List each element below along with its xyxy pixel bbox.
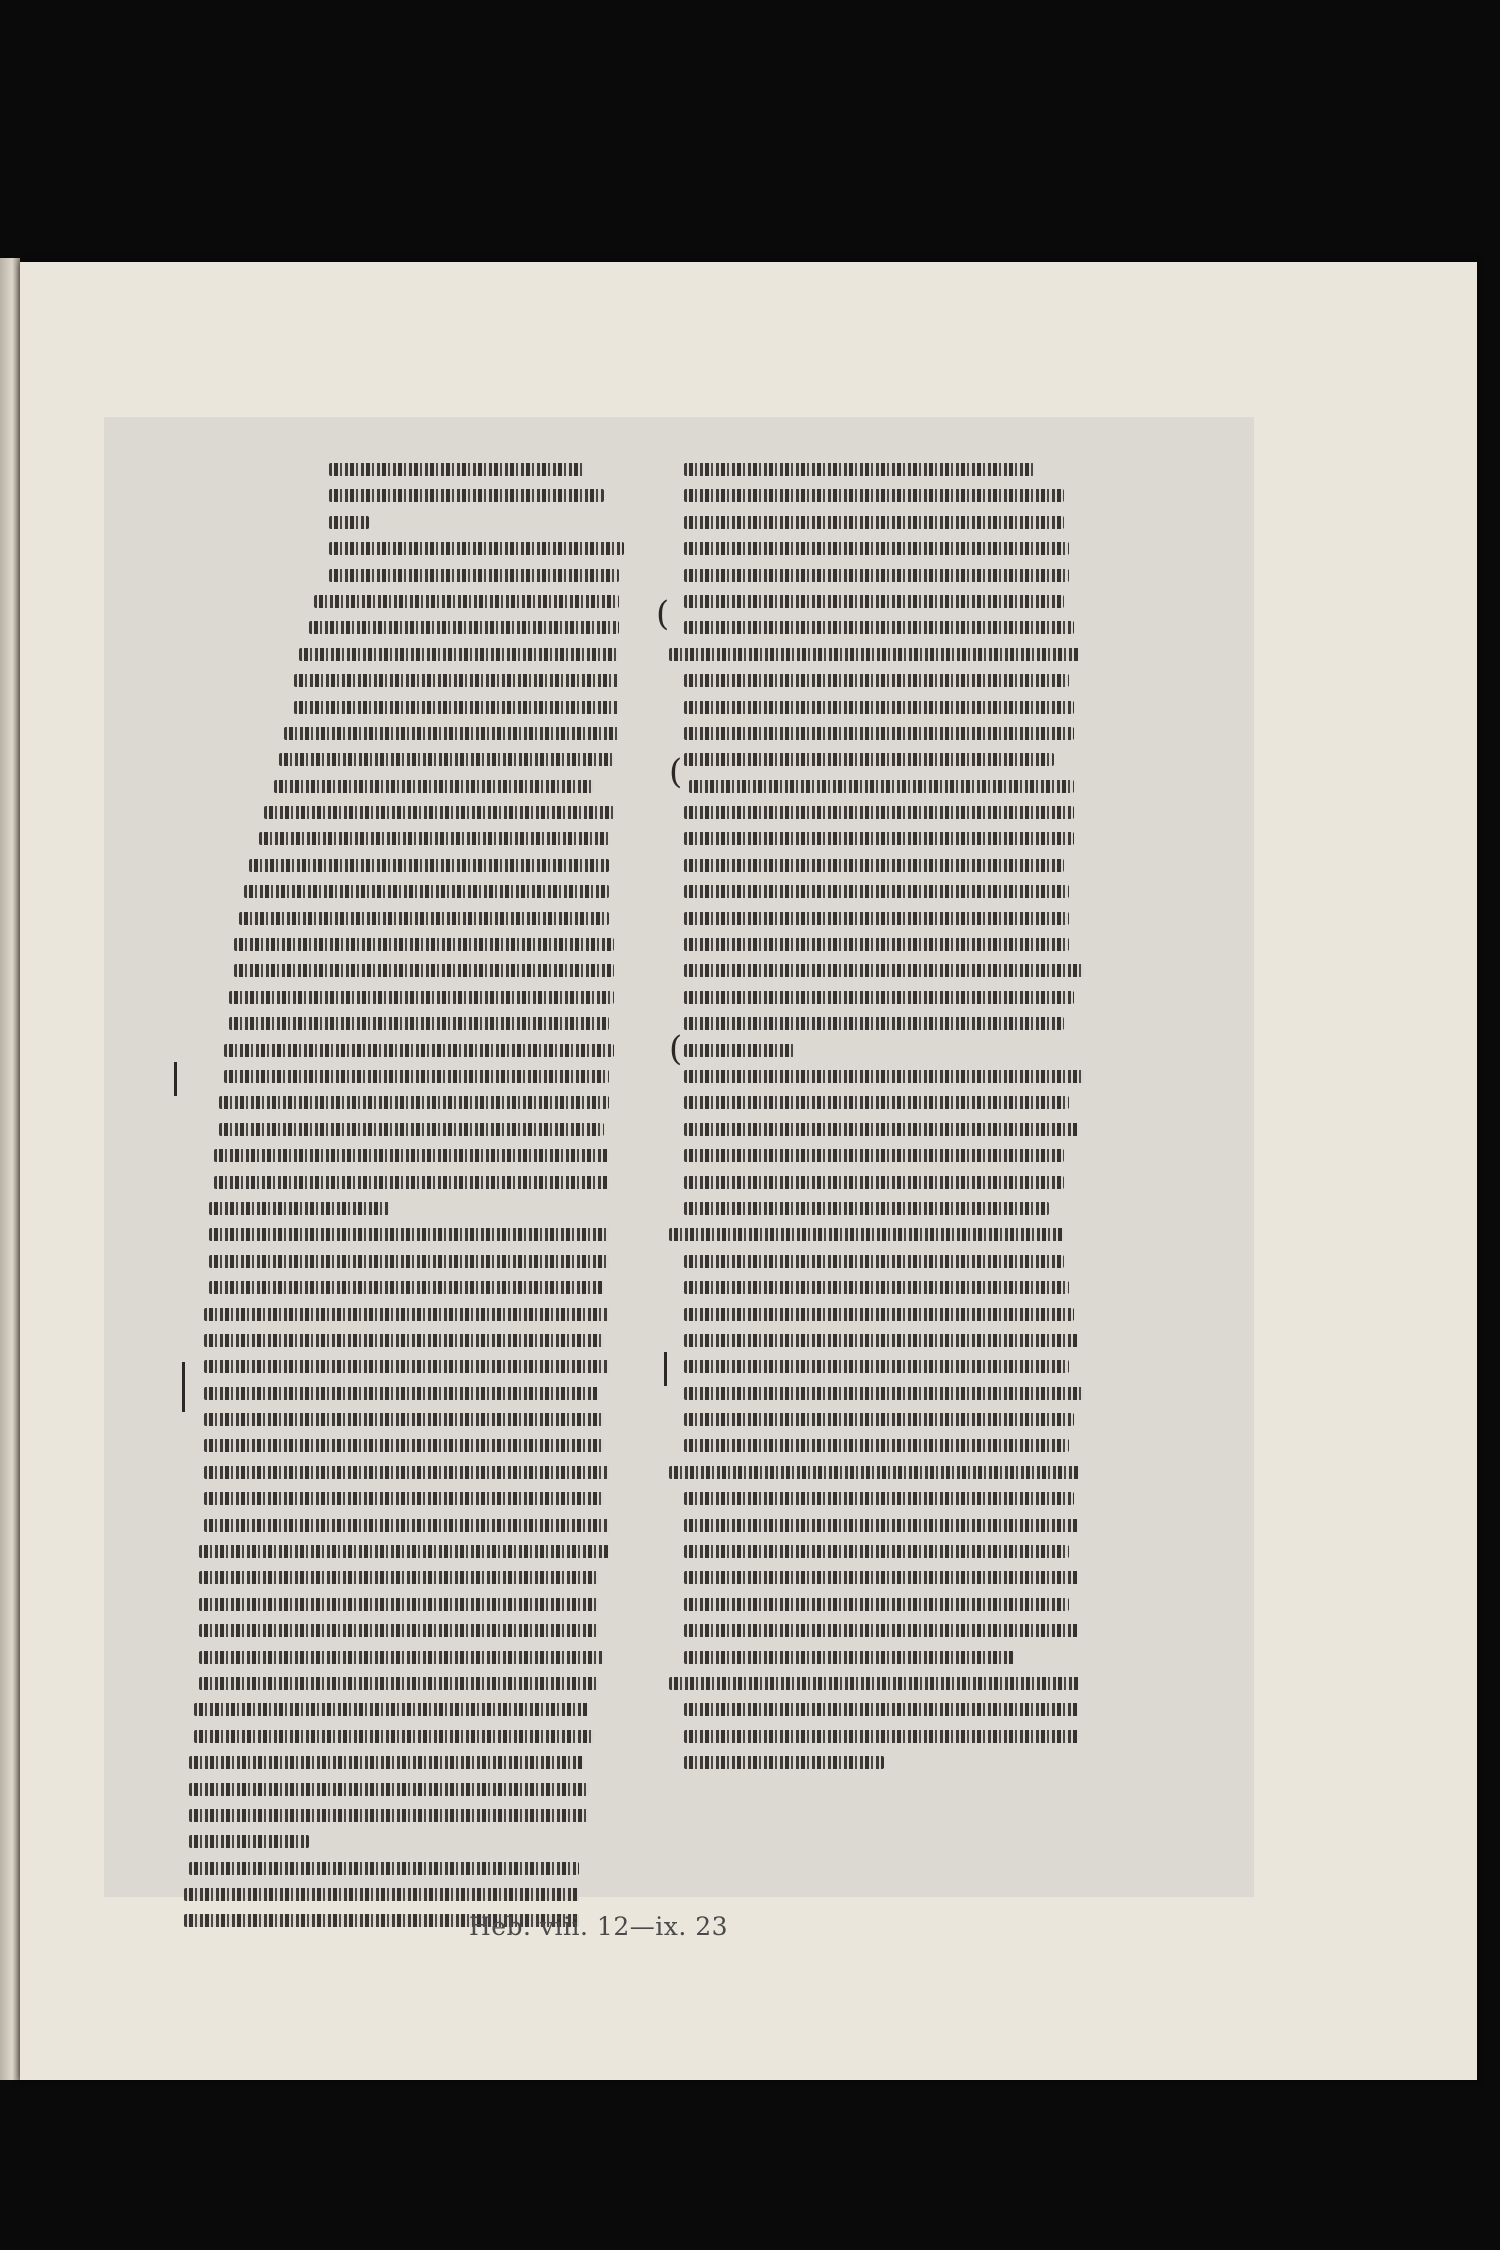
manuscript-line — [664, 826, 1134, 852]
manuscript-line — [144, 1302, 619, 1328]
manuscript-line — [664, 1249, 1134, 1275]
manuscript-line — [664, 958, 1134, 984]
initial-letter: ( — [669, 1029, 683, 1069]
manuscript-line — [664, 1170, 1134, 1196]
margin-mark — [182, 1362, 185, 1412]
manuscript-line — [144, 1222, 619, 1248]
manuscript-line — [664, 1038, 1134, 1064]
manuscript-line — [664, 721, 1134, 747]
manuscript-line — [664, 1513, 1134, 1539]
facing-page-edge — [0, 258, 20, 2080]
manuscript-line — [664, 695, 1134, 721]
manuscript-column-left — [144, 457, 619, 1935]
manuscript-line — [664, 1302, 1134, 1328]
manuscript-line — [144, 1539, 619, 1565]
manuscript-line — [144, 536, 619, 562]
manuscript-line — [664, 774, 1134, 800]
manuscript-line — [144, 800, 619, 826]
manuscript-line — [144, 1645, 619, 1671]
manuscript-line — [664, 1697, 1134, 1723]
manuscript-line — [664, 1381, 1134, 1407]
manuscript-line — [144, 563, 619, 589]
manuscript-line — [144, 1354, 619, 1380]
manuscript-line — [144, 1011, 619, 1037]
manuscript-line — [664, 1645, 1134, 1671]
manuscript-line — [144, 483, 619, 509]
manuscript-column-right — [656, 457, 1134, 1777]
manuscript-line — [144, 826, 619, 852]
manuscript-line — [144, 958, 619, 984]
manuscript-line — [144, 1143, 619, 1169]
manuscript-line — [664, 1407, 1134, 1433]
margin-mark — [664, 1352, 667, 1386]
manuscript-line — [144, 668, 619, 694]
manuscript-line — [664, 510, 1134, 536]
manuscript-line — [664, 800, 1134, 826]
manuscript-line — [664, 1539, 1134, 1565]
manuscript-line — [664, 1724, 1134, 1750]
manuscript-line — [144, 1407, 619, 1433]
manuscript-line — [144, 1064, 619, 1090]
manuscript-line — [664, 1064, 1134, 1090]
manuscript-facsimile — [104, 417, 1254, 1897]
manuscript-line — [664, 1117, 1134, 1143]
manuscript-line — [144, 1460, 619, 1486]
manuscript-line — [144, 457, 619, 483]
manuscript-line — [664, 747, 1134, 773]
manuscript-line — [144, 1117, 619, 1143]
manuscript-line — [144, 747, 619, 773]
manuscript-line — [664, 879, 1134, 905]
manuscript-line — [144, 1196, 619, 1222]
manuscript-line — [664, 1486, 1134, 1512]
book-page — [20, 262, 1477, 2080]
manuscript-line — [144, 985, 619, 1011]
manuscript-line — [664, 1354, 1134, 1380]
manuscript-line — [664, 483, 1134, 509]
manuscript-line — [144, 1486, 619, 1512]
manuscript-line — [144, 642, 619, 668]
manuscript-line — [144, 1170, 619, 1196]
manuscript-line — [144, 906, 619, 932]
initial-letter: ( — [656, 594, 670, 634]
manuscript-line — [664, 1196, 1134, 1222]
manuscript-line — [144, 1618, 619, 1644]
manuscript-line — [664, 1750, 1134, 1776]
manuscript-line — [664, 1328, 1134, 1354]
manuscript-line — [664, 932, 1134, 958]
manuscript-line — [144, 510, 619, 536]
manuscript-line — [144, 932, 619, 958]
margin-mark — [174, 1062, 177, 1096]
manuscript-line — [664, 615, 1134, 641]
manuscript-line — [664, 1143, 1134, 1169]
manuscript-line — [664, 1222, 1134, 1248]
manuscript-line — [144, 1882, 619, 1908]
manuscript-line — [144, 1777, 619, 1803]
manuscript-line — [144, 615, 619, 641]
manuscript-line — [144, 1803, 619, 1829]
manuscript-line — [664, 985, 1134, 1011]
manuscript-line — [664, 1565, 1134, 1591]
manuscript-line — [664, 906, 1134, 932]
manuscript-line — [144, 695, 619, 721]
manuscript-line — [144, 1671, 619, 1697]
manuscript-line — [144, 1750, 619, 1776]
manuscript-line — [144, 1856, 619, 1882]
manuscript-line — [664, 1090, 1134, 1116]
manuscript-line — [664, 1671, 1134, 1697]
manuscript-line — [144, 774, 619, 800]
manuscript-line — [664, 668, 1134, 694]
manuscript-line — [664, 642, 1134, 668]
plate-caption — [20, 1912, 1477, 1941]
manuscript-line — [664, 1618, 1134, 1644]
manuscript-line — [144, 1275, 619, 1301]
manuscript-line — [144, 1249, 619, 1275]
caption-text: Heb. viii. 12—ix. 23 — [468, 1912, 729, 1941]
manuscript-line — [144, 1592, 619, 1618]
manuscript-line — [144, 1513, 619, 1539]
manuscript-line — [144, 1038, 619, 1064]
manuscript-line — [144, 1565, 619, 1591]
manuscript-line — [144, 721, 619, 747]
manuscript-line — [144, 1724, 619, 1750]
manuscript-line — [664, 1433, 1134, 1459]
manuscript-line — [144, 1433, 619, 1459]
manuscript-line — [664, 1592, 1134, 1618]
manuscript-line — [144, 589, 619, 615]
manuscript-line — [664, 457, 1134, 483]
manuscript-line — [144, 1829, 619, 1855]
manuscript-line — [664, 1460, 1134, 1486]
manuscript-line — [144, 1381, 619, 1407]
manuscript-line — [664, 1011, 1134, 1037]
manuscript-line — [144, 879, 619, 905]
initial-letter: ( — [669, 752, 683, 792]
manuscript-line — [664, 853, 1134, 879]
manuscript-line — [664, 536, 1134, 562]
manuscript-line — [664, 589, 1134, 615]
manuscript-line — [144, 1328, 619, 1354]
manuscript-line — [664, 1275, 1134, 1301]
manuscript-line — [664, 563, 1134, 589]
manuscript-line — [144, 1697, 619, 1723]
manuscript-line — [144, 1090, 619, 1116]
manuscript-line — [144, 853, 619, 879]
